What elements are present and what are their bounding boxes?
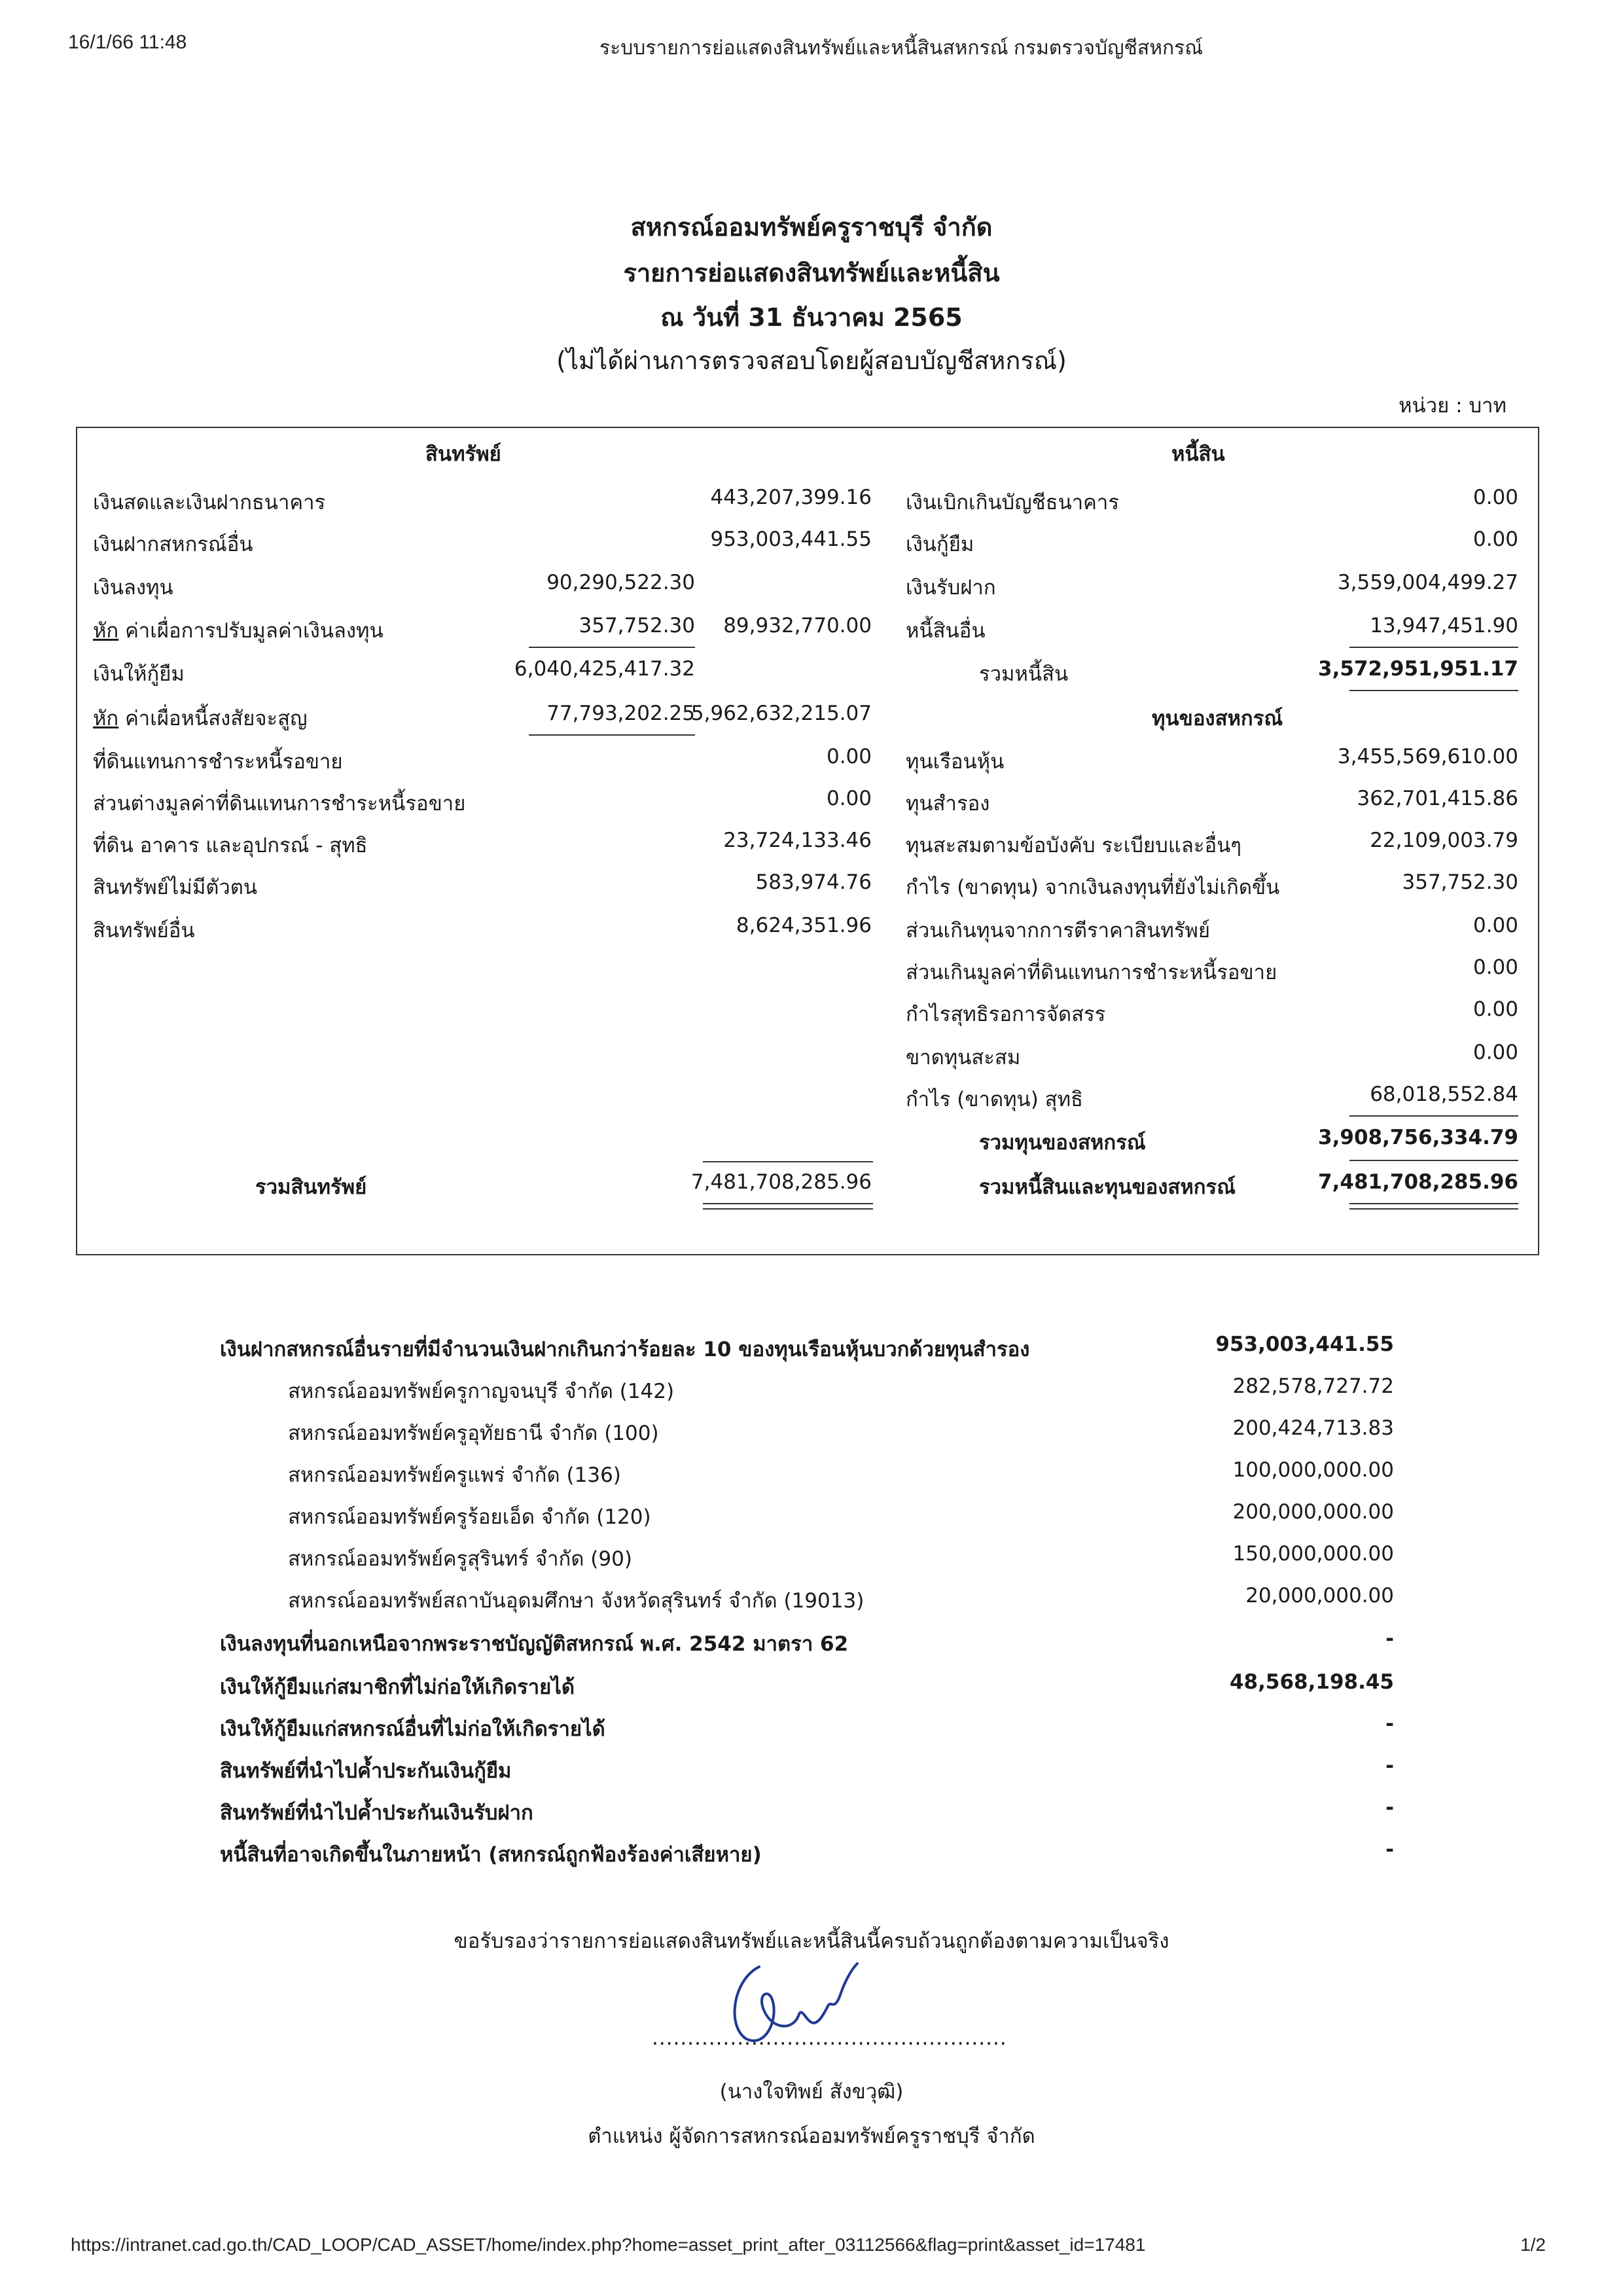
total-equity-value: 3,908,756,334.79 — [1318, 1126, 1518, 1149]
total-rule — [703, 1161, 873, 1162]
deposit-value: 100,000,000.00 — [1232, 1458, 1394, 1482]
asset-label: ที่ดิน อาคาร และอุปกรณ์ - สุทธิ — [93, 834, 368, 857]
asset-total: 23,724,133.46 — [723, 829, 872, 852]
subtotal-rule — [529, 647, 695, 648]
asset-label — [93, 702, 308, 734]
subtotal-rule — [1349, 1115, 1518, 1117]
total-equity-label: รวมทุนของสหกรณ์ — [979, 1131, 1146, 1155]
liability-value: 0.00 — [1472, 528, 1518, 551]
asset-total: 583,974.76 — [755, 870, 872, 894]
note-item-value: 48,568,198.45 — [1229, 1670, 1394, 1694]
asset-sub: 77,793,202.25 — [546, 702, 695, 725]
deposit-name: สหกรณ์ออมทรัพย์ครูสุรินทร์ จำกัด (90) — [288, 1547, 632, 1571]
asset-total: 953,003,441.55 — [710, 528, 872, 551]
note-item-value: - — [1385, 1627, 1394, 1651]
report-date: ณ วันที่ 31 ธันวาคม 2565 — [660, 303, 963, 332]
liability-value: 13,947,451.90 — [1370, 614, 1518, 637]
asset-label: ที่ดินแทนการชำระหนี้รอขาย — [93, 750, 343, 774]
note-item-label: หนี้สินที่อาจเกิดขึ้นในภายหน้า (สหกรณ์ถูกฟ้องร้องค่าเสียหาย) — [220, 1843, 762, 1867]
asset-label: เงินให้กู้ยืม — [93, 662, 185, 686]
equity-value: 0.00 — [1472, 1041, 1518, 1064]
note-item-label: สินทรัพย์ที่นำไปค้ำประกันเงินรับฝาก — [220, 1801, 533, 1825]
subtotal-rule — [529, 734, 695, 736]
deduct-prefix: หัก — [93, 707, 119, 730]
asset-label: สินทรัพย์อื่น — [93, 919, 195, 942]
equity-label: ทุนสำรอง — [906, 792, 990, 816]
asset-total: 443,207,399.16 — [710, 486, 872, 509]
asset-label-text: ค่าเผื่อหนี้สงสัยจะสูญ — [118, 707, 308, 730]
system-title: ระบบรายการย่อแสดงสินทรัพย์และหนี้สินสหกรณ์ กรมตรวจบัญชีสหกรณ์ — [599, 37, 1204, 59]
note-item-label: เงินให้กู้ยืมแก่สมาชิกที่ไม่ก่อให้เกิดรายได้ — [220, 1676, 575, 1699]
grand-total-value: 7,481,708,285.96 — [1318, 1170, 1518, 1194]
asset-label: เงินลงทุน — [93, 576, 173, 600]
audit-note: (ไม่ได้ผ่านการตรวจสอบโดยผู้สอบบัญชีสหกรณ์) — [556, 346, 1067, 375]
asset-label — [93, 614, 383, 647]
total-rule — [1349, 1160, 1518, 1161]
liabilities-heading: หนี้สิน — [1171, 442, 1225, 466]
equity-value: 0.00 — [1472, 914, 1518, 937]
double-rule — [703, 1203, 873, 1210]
equity-label: กำไรสุทธิรอการจัดสรร — [906, 1003, 1106, 1026]
deposit-value: 200,424,713.83 — [1232, 1416, 1394, 1440]
total-assets-value: 7,481,708,285.96 — [690, 1170, 872, 1194]
liability-label: หนี้สินอื่น — [906, 619, 986, 643]
liability-label: เงินรับฝาก — [906, 576, 996, 600]
equity-value: 3,455,569,610.00 — [1337, 745, 1518, 768]
equity-value: 362,701,415.86 — [1357, 787, 1518, 810]
total-assets-label: รวมสินทรัพย์ — [255, 1175, 367, 1199]
deposit-name: สหกรณ์ออมทรัพย์ครูกาญจนบุรี จำกัด (142) — [288, 1380, 675, 1403]
asset-label-text: ค่าเผื่อการปรับมูลค่าเงินลงทุน — [118, 619, 383, 643]
note-item-value: - — [1385, 1838, 1394, 1861]
print-datetime: 16/1/66 11:48 — [68, 31, 187, 53]
asset-label: เงินฝากสหกรณ์อื่น — [93, 533, 253, 556]
total-rule — [1349, 690, 1518, 691]
note-item-label: เงินลงทุนที่นอกเหนือจากพระราชบัญญัติสหกรณ์ พ.ศ. 2542 มาตรา 62 — [220, 1632, 849, 1656]
certification-statement: ขอรับรองว่ารายการย่อแสดงสินทรัพย์และหนี้สินนี้ครบถ้วนถูกต้องตามความเป็นจริง — [454, 1929, 1169, 1953]
liability-value: 3,559,004,499.27 — [1337, 571, 1518, 594]
asset-total: 0.00 — [826, 787, 872, 810]
liability-label: เงินเบิกเกินบัญชีธนาคาร — [906, 491, 1119, 514]
equity-label: ส่วนเกินทุนจากการตีราคาสินทรัพย์ — [906, 919, 1210, 942]
double-rule — [1349, 1203, 1518, 1210]
liability-label: เงินกู้ยืม — [906, 533, 974, 556]
deposit-name: สหกรณ์ออมทรัพย์ครูอุทัยธานี จำกัด (100) — [288, 1422, 659, 1445]
liability-value: 0.00 — [1472, 486, 1518, 509]
equity-label: กำไร (ขาดทุน) สุทธิ — [906, 1088, 1083, 1111]
asset-total: 89,932,770.00 — [723, 614, 872, 637]
asset-sub: 6,040,425,417.32 — [514, 657, 695, 681]
note-item-value: - — [1385, 1796, 1394, 1820]
asset-sub: 90,290,522.30 — [546, 571, 695, 594]
note-item-label: เงินให้กู้ยืมแก่สหกรณ์อื่นที่ไม่ก่อให้เกิดรายได้ — [220, 1717, 605, 1741]
equity-label: ทุนเรือนหุ้น — [906, 750, 1005, 774]
asset-label: เงินสดและเงินฝากธนาคาร — [93, 491, 326, 514]
equity-label: ส่วนเกินมูลค่าที่ดินแทนการชำระหนี้รอขาย — [906, 961, 1277, 984]
deposit-value: 20,000,000.00 — [1245, 1584, 1394, 1607]
asset-sub: 357,752.30 — [579, 614, 695, 637]
deposit-name: สหกรณ์ออมทรัพย์ครูแพร่ จำกัด (136) — [288, 1463, 621, 1487]
equity-value: 22,109,003.79 — [1370, 829, 1518, 852]
equity-value: 68,018,552.84 — [1370, 1083, 1518, 1106]
equity-value: 0.00 — [1472, 997, 1518, 1021]
deposit-value: 282,578,727.72 — [1232, 1374, 1394, 1398]
page-number: 1/2 — [1520, 2234, 1546, 2255]
asset-total: 0.00 — [826, 745, 872, 768]
note-item-value: - — [1385, 1754, 1394, 1778]
footer-url[interactable]: https://intranet.cad.go.th/CAD_LOOP/CAD_ASSET/home/index.php?home=asset_print_after_03112566&flag=print&asset_id=17481 — [71, 2234, 1146, 2255]
equity-label: กำไร (ขาดทุน) จากเงินลงทุนที่ยังไม่เกิดขึ้น — [906, 876, 1280, 899]
report-title: รายการย่อแสดงสินทรัพย์และหนี้สิน — [623, 259, 1000, 287]
org-name: สหกรณ์ออมทรัพย์ครูราชบุรี จำกัด — [630, 213, 993, 242]
equity-value: 357,752.30 — [1402, 870, 1518, 894]
deposit-name: สหกรณ์ออมทรัพย์ครูร้อยเอ็ด จำกัด (120) — [288, 1505, 651, 1529]
signer-position: ตำแหน่ง ผู้จัดการสหกรณ์ออมทรัพย์ครูราชบุรี จำกัด — [588, 2125, 1035, 2148]
asset-total: 8,624,351.96 — [736, 914, 872, 937]
deduct-prefix: หัก — [93, 619, 119, 643]
note-item-value: - — [1385, 1712, 1394, 1736]
subtotal-rule — [1349, 647, 1518, 648]
note-item-label: สินทรัพย์ที่นำไปค้ำประกันเงินกู้ยืม — [220, 1759, 512, 1783]
total-liabilities-label: รวมหนี้สิน — [979, 662, 1069, 686]
equity-label: ขาดทุนสะสม — [906, 1046, 1021, 1069]
equity-heading: ทุนของสหกรณ์ — [1152, 707, 1283, 730]
deposit-total: 953,003,441.55 — [1215, 1333, 1394, 1356]
total-liabilities-value: 3,572,951,951.17 — [1318, 657, 1518, 681]
signer-name: (นางใจทิพย์ สังขวุฒิ) — [719, 2080, 904, 2104]
deposit-heading: เงินฝากสหกรณ์อื่นรายที่มีจำนวนเงินฝากเกินกว่าร้อยละ 10 ของทุนเรือนหุ้นบวกด้วยทุนสำรอง — [220, 1338, 1030, 1361]
equity-label: ทุนสะสมตามข้อบังคับ ระเบียบและอื่นๆ — [906, 834, 1241, 857]
asset-label: ส่วนต่างมูลค่าที่ดินแทนการชำระหนี้รอขาย — [93, 792, 466, 816]
signature-line: .................................................. — [652, 2026, 1007, 2050]
unit-label: หน่วย : บาท — [1399, 394, 1507, 418]
equity-value: 0.00 — [1472, 956, 1518, 979]
assets-heading: สินทรัพย์ — [425, 442, 501, 466]
grand-total-label: รวมหนี้สินและทุนของสหกรณ์ — [979, 1175, 1236, 1199]
deposit-value: 200,000,000.00 — [1232, 1500, 1394, 1524]
asset-label: สินทรัพย์ไม่มีตัวตน — [93, 876, 258, 899]
deposit-value: 150,000,000.00 — [1232, 1542, 1394, 1566]
deposit-name: สหกรณ์ออมทรัพย์สถาบันอุดมศึกษา จังหวัดสุรินทร์ จำกัด (19013) — [288, 1589, 865, 1613]
asset-total: 5,962,632,215.07 — [690, 702, 872, 725]
